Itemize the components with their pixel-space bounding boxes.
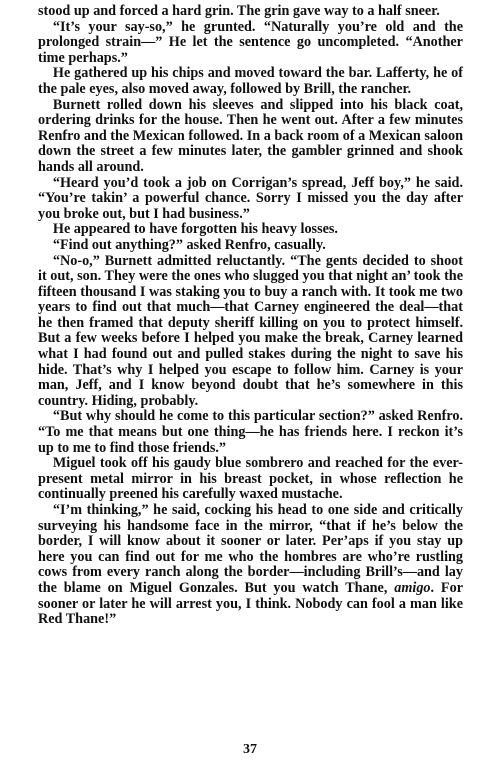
paragraph-3: He gathered up his chips and moved toward the bar. Lafferty, he of the pale eyes, also moved away, followed by Brill, the rancher. <box>38 65 463 97</box>
paragraph-9: “But why should he come to this particular section?” asked Renfro. “To me that means but one thing—he has friends here. I reckon it’s up to me to find those friends.” <box>38 408 463 456</box>
paragraph-1: stood up and forced a hard grin. The grin gave way to a half sneer. <box>38 3 440 19</box>
paragraph-8: “No-o,” Burnett admitted reluctantly. “The gents decided to shoot it out, son. They were the ones who slugged you that night an’ took the fifteen thousand I was staking you to buy a ranch with. It took me two years to find out that much—that Carney engineered the deal—that he then framed that deputy sheriff killing on you to protect himself. But a few weeks before I helped you make the break, Carney learned what I had found out and pulled stakes during the night to save his hide. That’s why I helped you escape to follow him. Carney is your man, Jeff, and I know beyond doubt that he’s somewhere in this country. Hiding, probably. <box>38 252 463 409</box>
paragraph-5: “Heard you’d took a job on Corrigan’s spread, Jeff boy,” he said. “You’re takin’ a powerful chance. Sorry I missed you the day after you broke out, but I had business.” <box>38 174 463 222</box>
book-page-text <box>38 4 463 628</box>
paragraph-4: Burnett rolled down his sleeves and slipped into his black coat, ordering drinks for the house. Then he went out. After a few minutes Renfro and the Mexican followed. In a back room of a Mexican saloon down the street a few minutes later, the gambler grinned and shook hands all around. <box>38 96 463 175</box>
paragraph-7: “Find out anything?” asked Renfro, casually. <box>52 236 326 253</box>
page-number: 37 <box>243 742 257 757</box>
paragraph-6: He appeared to have forgotten his heavy losses. <box>52 221 338 238</box>
paragraph-2: “It’s your say-so,” he grunted. “Naturally you’re old and the prolonged strain—” He let the sentence go uncompleted. “Another time perhaps.” <box>38 18 463 66</box>
paragraph-11-italic-word: amigo <box>394 579 431 596</box>
paragraph-11-part-2: . For sooner or later he will arrest you, I think. Nobody can fool a man like Red Thane!” <box>38 579 463 628</box>
paragraph-10: Miguel took off his gaudy blue sombrero and reached for the ever-present metal mirror in his breast pocket, in whose reflection he continually preened his carefully waxed mustache. <box>38 455 463 503</box>
paragraph-11 <box>38 503 463 628</box>
paragraph-11-part-1: “I’m thinking,” he said, cocking his head to one side and critically surveying his handsome face in the mirror, “that if he’s below the border, I will know about it sooner or later. Per’aps if you stay up here you can find out for me who the hombres are who’re rustling cows from every ranch along the border—including Brill’s—and lay the blame on Miguel Gonzales. But you watch Thane, <box>38 502 463 596</box>
